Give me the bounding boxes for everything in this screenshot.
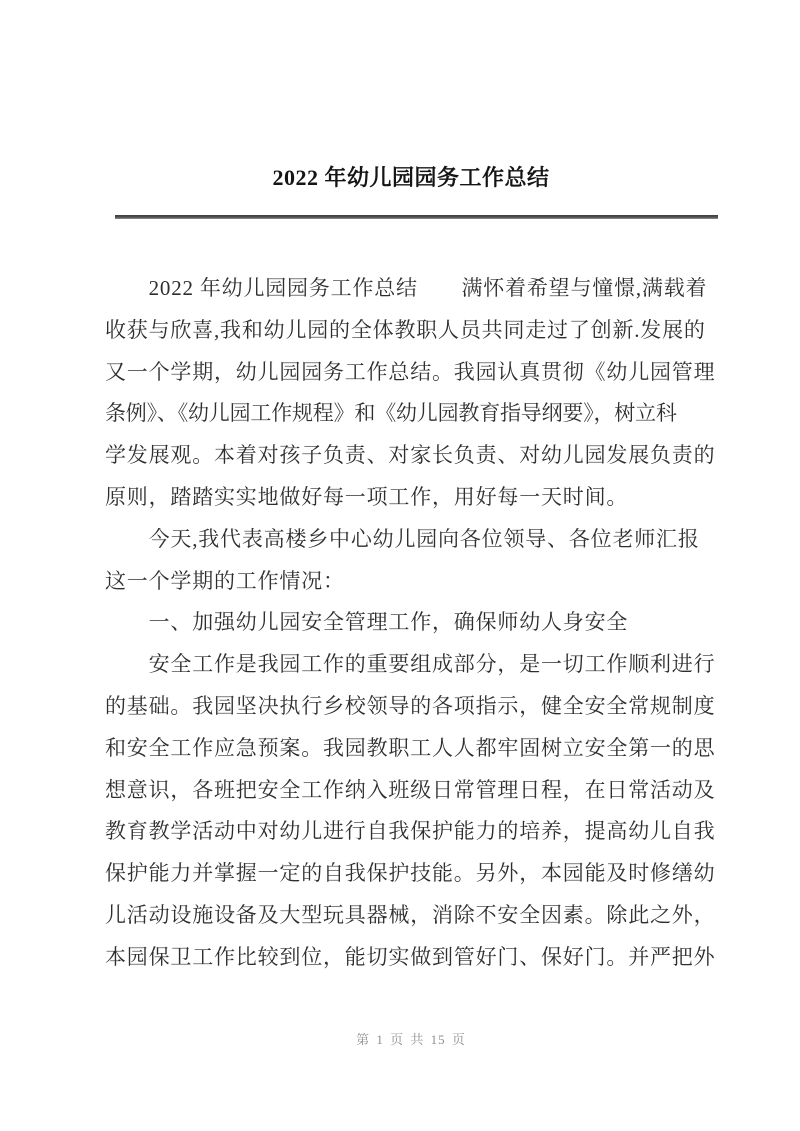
text-line: 和安全工作应急预案。我园教职工人人都牢固树立安全第一的思	[105, 735, 716, 760]
text-line: 一、加强幼儿园安全管理工作，确保师幼人身安全	[148, 610, 629, 635]
document-title: 2022 年幼儿园园务工作总结	[272, 165, 550, 190]
text-line: 本园保卫工作比较到位，能切实做到管好门、保好门。并严把外	[105, 944, 716, 969]
text-line: 条例》、《幼儿园工作规程》和《幼儿园教育指导纲要》，树立科	[105, 401, 677, 426]
document-body	[105, 268, 717, 979]
title-divider-line	[115, 215, 718, 219]
text-line: 的基础。我园坚决执行乡校领导的各项指示，健全安全常规制度	[105, 693, 716, 718]
text-line: 想意识，各班把安全工作纳入班级日常管理日程，在日常活动及	[105, 777, 716, 802]
text-line: 教育教学活动中对幼儿进行自我保护能力的培养，提高幼儿自我	[105, 819, 716, 844]
text-line: 保护能力并掌握一定的自我保护技能。另外，本园能及时修缮幼	[105, 861, 716, 886]
text-line: 安全工作是我园工作的重要组成部分，是一切工作顺利进行	[148, 652, 716, 677]
text-line: 儿活动设施设备及大型玩具器械，消除不安全因素。除此之外，	[105, 902, 716, 927]
page-footer: 第 1 页 共 15 页	[356, 1032, 466, 1047]
text-line: 原则，踏踏实实地做好每一项工作，用好每一天时间。	[105, 484, 629, 509]
text-line: 学发展观。本着对孩子负责、对家长负责、对幼儿园发展负责的	[105, 443, 716, 468]
text-line: 2022 年幼儿园园务工作总结 满怀着希望与憧憬,满载着	[148, 276, 708, 300]
text-line: 收获与欣喜,我和幼儿园的全体教职人员共同走过了创新.发展的	[105, 317, 706, 342]
text-line: 又一个学期，幼儿园园务工作总结。我园认真贯彻《幼儿园管理	[105, 359, 716, 384]
text-line: 这一个学期的工作情况：	[105, 568, 345, 593]
text-line: 今天,我代表高楼乡中心幼儿园向各位领导、各位老师汇报	[148, 526, 700, 551]
